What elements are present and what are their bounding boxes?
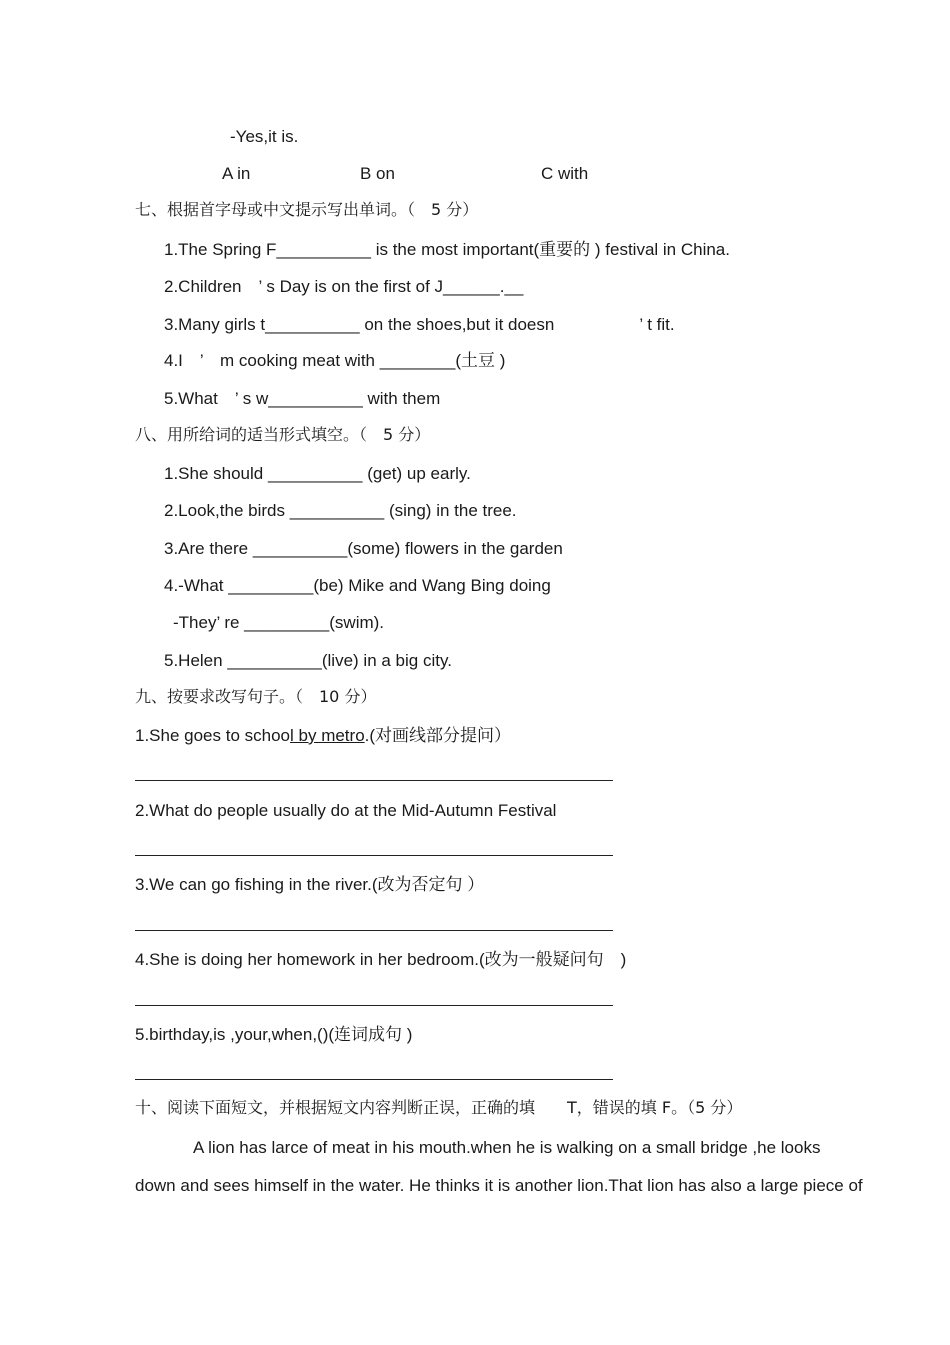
section7-item-5: 5.What ’ s w__________ with them	[164, 389, 441, 408]
section9-item-1-pre: 1.She goes to schoo	[135, 726, 291, 745]
section8-item-2: 2.Look,the birds __________ (sing) in the tree.	[164, 501, 517, 520]
answer-line-3	[135, 930, 613, 931]
answer-line-4	[135, 1005, 613, 1006]
section10-title: 十、阅读下面短文，并根据短文内容判断正误，正确的填 T，错误的填 F。（5 分）	[135, 1098, 743, 1117]
q6-option-b: B on	[360, 164, 395, 183]
section9-item-3: 3.We can go fishing in the river.(改为否定句 ）	[135, 875, 485, 894]
answer-line-1	[135, 780, 613, 781]
section8-item-5: 5.Helen __________(live) in a big city.	[164, 651, 452, 670]
q6-answer-line: -Yes,it is.	[230, 127, 299, 146]
section9-item-1-underlined: l by metro	[290, 726, 365, 745]
answer-line-2	[135, 855, 613, 856]
section9-item-1	[135, 726, 511, 746]
section8-item-1: 1.She should __________ (get) up early.	[164, 464, 471, 483]
section9-item-2: 2.What do people usually do at the Mid-Autumn Festival	[135, 801, 557, 820]
passage-line-2: down and sees himself in the water. He thinks it is another lion.That lion has also a large piece of	[135, 1176, 863, 1195]
section9-item-5: 5.birthday,is ,your,when,()(连词成句 )	[135, 1025, 413, 1044]
section7-item-2: 2.Children ’ s Day is on the first of J______.__	[164, 277, 524, 296]
section9-item-4: 4.She is doing her homework in her bedroom.(改为一般疑问句 )	[135, 950, 627, 969]
section9-item-1-post: .(对画线部分提问）	[364, 726, 512, 745]
section7-item-1: 1.The Spring F__________ is the most important(重要的 ) festival in China.	[164, 240, 730, 259]
q6-option-a: A in	[222, 164, 251, 183]
q6-option-c: C with	[541, 164, 589, 183]
section7-item-4: 4.I ’ m cooking meat with ________(土豆 )	[164, 351, 506, 370]
section7-title: 七、根据首字母或中文提示写出单词。（ 5 分）	[135, 200, 479, 219]
section8-item-4: 4.-What _________(be) Mike and Wang Bing doing	[164, 576, 551, 595]
section7-item-3: 3.Many girls t__________ on the shoes,but it doesn ’ t fit.	[164, 315, 675, 334]
section8-title: 八、用所给词的适当形式填空。（ 5 分）	[135, 425, 431, 444]
section8-item-4-response: -They’ re _________(swim).	[173, 613, 385, 632]
section8-item-3: 3.Are there __________(some) flowers in the garden	[164, 539, 563, 558]
answer-line-5	[135, 1079, 613, 1080]
passage-line-1: A lion has larce of meat in his mouth.when he is walking on a small bridge ,he looks	[193, 1138, 821, 1157]
section9-title: 九、按要求改写句子。（ 10 分）	[135, 687, 377, 706]
